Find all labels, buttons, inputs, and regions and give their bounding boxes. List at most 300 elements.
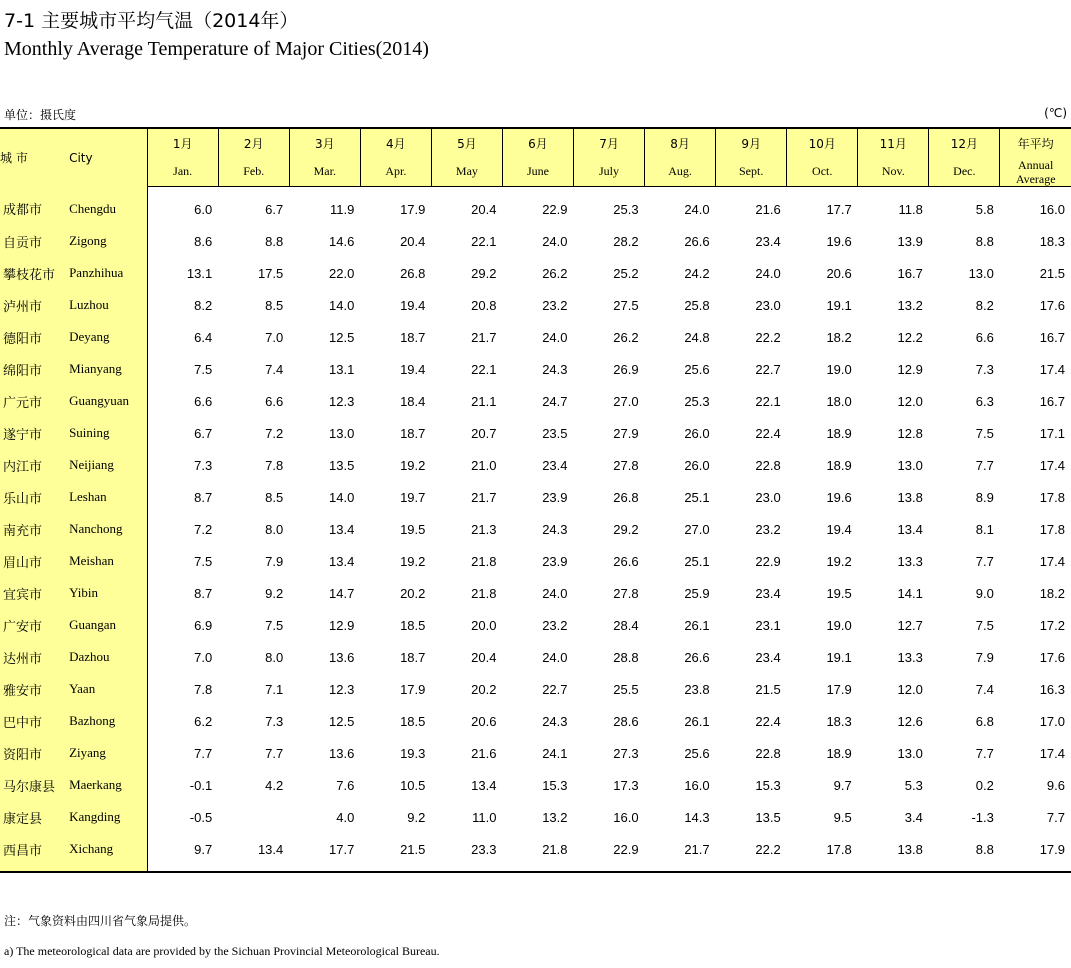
table-row xyxy=(0,187,1071,226)
city-name-en: Meishan xyxy=(69,545,147,577)
temperature-cell: 29.2 xyxy=(613,521,639,537)
temperature-cell: 26.8 xyxy=(613,489,639,505)
temperature-cell: 7.6 xyxy=(336,777,355,793)
temperature-cell: 6.7 xyxy=(194,425,213,441)
temperature-cell: 7.2 xyxy=(194,521,213,537)
temperature-cell: 27.5 xyxy=(613,297,639,313)
temperature-cell: 7.9 xyxy=(265,553,284,569)
temperature-cell: 6.3 xyxy=(975,393,994,409)
temperature-cell: 13.0 xyxy=(968,265,994,281)
temperature-cell: 22.9 xyxy=(613,841,639,857)
annual-average-cell: 17.4 xyxy=(1039,553,1065,569)
header-annual-en xyxy=(1000,157,1071,187)
temperature-cell: 22.4 xyxy=(755,713,781,729)
city-name-en: Kangding xyxy=(69,801,147,833)
table-row xyxy=(0,833,1071,872)
city-name-cn: 康定县 xyxy=(0,801,69,833)
temperature-cell: 22.9 xyxy=(755,553,781,569)
temperature-cell: 18.4 xyxy=(400,393,426,409)
temperature-cell: 28.8 xyxy=(613,649,639,665)
city-name-en: Dazhou xyxy=(69,641,147,673)
city-name-cn: 内江市 xyxy=(0,449,69,481)
temperature-cell: 24.8 xyxy=(684,329,710,345)
header-month-en: Jan. xyxy=(147,157,218,187)
temperature-cell: 9.7 xyxy=(194,841,213,857)
table-row xyxy=(0,225,1071,257)
temperature-cell: 17.9 xyxy=(400,681,426,697)
temperature-cell: 4.0 xyxy=(336,809,355,825)
city-name-en: Deyang xyxy=(69,321,147,353)
temperature-cell: 12.9 xyxy=(329,617,355,633)
temperature-cell: 25.1 xyxy=(684,553,710,569)
temperature-cell: 27.3 xyxy=(613,745,639,761)
temperature-cell: 21.5 xyxy=(755,681,781,697)
temperature-cell: 18.5 xyxy=(400,617,426,633)
city-name-en: Mianyang xyxy=(69,353,147,385)
temperature-cell: 8.9 xyxy=(975,489,994,505)
header-month-en: Oct. xyxy=(787,157,858,187)
temperature-cell: 6.0 xyxy=(194,201,213,217)
temperature-cell: 26.1 xyxy=(684,617,710,633)
temperature-cell: 28.6 xyxy=(613,713,639,729)
annual-average-cell: 7.7 xyxy=(1046,809,1065,825)
table-row xyxy=(0,321,1071,353)
temperature-cell: 25.1 xyxy=(684,489,710,505)
temperature-cell: 23.2 xyxy=(542,617,568,633)
temperature-cell: 19.2 xyxy=(400,457,426,473)
temperature-cell: 19.4 xyxy=(400,297,426,313)
temperature-cell: 24.3 xyxy=(542,361,568,377)
temperature-cell: 25.2 xyxy=(613,265,639,281)
temperature-cell: 8.8 xyxy=(975,233,994,249)
temperature-cell: 25.9 xyxy=(684,585,710,601)
temperature-cell: 12.8 xyxy=(897,425,923,441)
temperature-cell: 19.5 xyxy=(400,521,426,537)
city-name-cn: 攀枝花市 xyxy=(0,257,69,289)
temperature-cell: 22.4 xyxy=(755,425,781,441)
temperature-cell: 18.7 xyxy=(400,649,426,665)
city-name-en: Zigong xyxy=(69,225,147,257)
temperature-cell: 21.6 xyxy=(755,201,781,217)
annual-average-cell: 17.9 xyxy=(1039,841,1065,857)
city-name-en: Yibin xyxy=(69,577,147,609)
temperature-cell: 24.0 xyxy=(542,329,568,345)
temperature-cell: 9.2 xyxy=(265,585,284,601)
city-name-en: Nanchong xyxy=(69,513,147,545)
temperature-cell: 25.8 xyxy=(684,297,710,313)
header-month-en: Dec. xyxy=(929,157,1000,187)
temperature-cell: 21.7 xyxy=(471,329,497,345)
annual-average-cell: 17.8 xyxy=(1039,489,1065,505)
temperature-cell: 15.3 xyxy=(755,777,781,793)
annual-average-cell: 17.8 xyxy=(1039,521,1065,537)
temperature-cell: 27.0 xyxy=(684,521,710,537)
city-name-cn: 广元市 xyxy=(0,385,69,417)
temperature-cell: 7.7 xyxy=(265,745,284,761)
temperature-cell: 12.7 xyxy=(897,617,923,633)
temperature-cell: 13.1 xyxy=(186,265,213,281)
temperature-cell: 25.6 xyxy=(684,361,710,377)
temperature-cell: 8.0 xyxy=(265,521,284,537)
temperature-cell: 19.0 xyxy=(826,617,852,633)
temperature-cell: 7.0 xyxy=(265,329,284,345)
temperature-cell: 8.1 xyxy=(975,521,994,537)
annual-average-cell: 9.6 xyxy=(1046,777,1065,793)
temperature-cell: 26.2 xyxy=(542,265,568,281)
temperature-cell: 21.8 xyxy=(542,841,568,857)
temperature-cell: 13.0 xyxy=(897,745,923,761)
temperature-cell: 16.7 xyxy=(897,265,923,281)
temperature-cell: 13.0 xyxy=(897,457,923,473)
table-row xyxy=(0,641,1071,673)
temperature-cell: 11.0 xyxy=(472,809,497,825)
temperature-cell: -0.1 xyxy=(189,777,213,793)
temperature-cell: 8.7 xyxy=(194,585,213,601)
temperature-cell: 12.5 xyxy=(329,329,355,345)
temperature-cell: 18.2 xyxy=(826,329,852,345)
temperature-cell: 7.4 xyxy=(975,681,994,697)
city-name-cn: 马尔康县 xyxy=(0,769,69,801)
temperature-cell: 24.3 xyxy=(542,521,568,537)
temperature-cell: 6.6 xyxy=(975,329,994,345)
annual-average-cell: 17.4 xyxy=(1039,457,1065,473)
temperature-cell: 9.7 xyxy=(833,777,852,793)
city-name-cn: 巴中市 xyxy=(0,705,69,737)
temperature-cell: 21.1 xyxy=(471,393,497,409)
city-name-cn: 宜宾市 xyxy=(0,577,69,609)
city-name-cn: 德阳市 xyxy=(0,321,69,353)
temperature-cell: 23.9 xyxy=(542,489,568,505)
temperature-cell: 28.4 xyxy=(613,617,639,633)
temperature-cell: 23.5 xyxy=(542,425,568,441)
temperature-cell: 23.4 xyxy=(755,585,781,601)
header-annual-cn: 年平均 xyxy=(1000,128,1071,157)
temperature-cell: 18.9 xyxy=(826,457,852,473)
temperature-cell: 24.0 xyxy=(684,201,710,217)
temperature-cell: 22.8 xyxy=(755,457,781,473)
temperature-cell: 8.8 xyxy=(975,841,994,857)
city-name-en: Panzhihua xyxy=(69,257,147,289)
temperature-cell: 27.0 xyxy=(613,393,639,409)
temperature-cell: 18.9 xyxy=(826,745,852,761)
temperature-cell: 22.2 xyxy=(755,329,781,345)
header-month-en: Apr. xyxy=(360,157,431,187)
table-row xyxy=(0,673,1071,705)
temperature-cell: 23.1 xyxy=(755,617,781,633)
temperature-cell: 7.5 xyxy=(975,425,994,441)
temperature-cell: 20.8 xyxy=(471,297,497,313)
temperature-cell: 17.5 xyxy=(257,265,284,281)
temperature-cell: 19.6 xyxy=(826,489,852,505)
temperature-cell: 26.6 xyxy=(684,649,710,665)
header-month-cn: 6月 xyxy=(502,128,573,157)
temperature-cell: 23.2 xyxy=(542,297,568,313)
table-row xyxy=(0,577,1071,609)
temperature-cell: 25.3 xyxy=(613,201,639,217)
temperature-cell: 13.4 xyxy=(329,521,355,537)
temperature-cell: 20.2 xyxy=(400,585,426,601)
temperature-cell: 7.8 xyxy=(194,681,213,697)
temperature-cell: 3.4 xyxy=(904,809,923,825)
temperature-cell: 6.7 xyxy=(265,201,284,217)
header-month-en: Feb. xyxy=(218,157,289,187)
temperature-cell: 23.4 xyxy=(542,457,568,473)
annual-average-cell: 16.3 xyxy=(1039,681,1065,697)
temperature-cell: 16.0 xyxy=(684,777,710,793)
annual-average-cell: 17.6 xyxy=(1039,649,1065,665)
temperature-cell: 27.8 xyxy=(613,457,639,473)
temperature-cell: 10.5 xyxy=(400,777,426,793)
temperature-cell xyxy=(218,801,289,833)
temperature-cell: 23.9 xyxy=(542,553,568,569)
temperature-cell: 23.0 xyxy=(755,489,781,505)
annual-average-cell: 16.7 xyxy=(1039,393,1065,409)
temperature-cell: 25.5 xyxy=(613,681,639,697)
table-row xyxy=(0,257,1071,289)
temperature-cell: 7.3 xyxy=(265,713,284,729)
temperature-cell: 7.3 xyxy=(194,457,213,473)
header-month-cn: 8月 xyxy=(645,128,716,157)
table-row xyxy=(0,513,1071,545)
temperature-cell: 19.1 xyxy=(826,297,852,313)
temperature-cell: 7.1 xyxy=(265,681,284,697)
temperature-cell: 21.6 xyxy=(471,745,497,761)
temperature-cell: -1.3 xyxy=(971,809,994,825)
temperature-cell: 24.3 xyxy=(542,713,568,729)
temperature-cell: 22.7 xyxy=(755,361,781,377)
table-row xyxy=(0,353,1071,385)
annual-average-cell: 16.7 xyxy=(1039,329,1065,345)
temperature-cell: 6.4 xyxy=(194,329,213,345)
temperature-cell: 7.2 xyxy=(265,425,284,441)
header-annual-en-2: Average xyxy=(1015,171,1056,186)
table-row xyxy=(0,705,1071,737)
temperature-cell: 7.5 xyxy=(975,617,994,633)
header-month-cn: 4月 xyxy=(360,128,431,157)
temperature-cell: 23.4 xyxy=(755,233,781,249)
temperature-cell: 12.0 xyxy=(897,681,923,697)
city-name-en: Bazhong xyxy=(69,705,147,737)
annual-average-cell: 18.3 xyxy=(1039,233,1065,249)
temperature-cell: 22.8 xyxy=(755,745,781,761)
temperature-cell: 4.2 xyxy=(265,777,284,793)
city-name-cn: 泸州市 xyxy=(0,289,69,321)
temperature-cell: 8.2 xyxy=(975,297,994,313)
temperature-cell: 14.0 xyxy=(329,489,355,505)
annual-average-cell: 17.2 xyxy=(1039,617,1065,633)
footnote-en: a) The meteorological data are provided by the Sichuan Provincial Meteorological Bureau. xyxy=(4,944,440,958)
city-name-cn: 西昌市 xyxy=(0,833,69,872)
temperature-cell: 11.9 xyxy=(329,201,355,217)
city-name-en: Guangyuan xyxy=(69,385,147,417)
temperature-cell: 12.9 xyxy=(897,361,923,377)
temperature-cell: 7.8 xyxy=(265,457,284,473)
table-body xyxy=(0,187,1071,873)
temperature-cell: 13.4 xyxy=(257,841,284,857)
temperature-cell: 7.5 xyxy=(265,617,284,633)
temperature-cell: 18.7 xyxy=(400,329,426,345)
temperature-cell: 13.5 xyxy=(755,809,781,825)
table-row xyxy=(0,289,1071,321)
annual-average-cell: 17.0 xyxy=(1039,713,1065,729)
temperature-cell: 23.0 xyxy=(755,297,781,313)
temperature-cell: 9.0 xyxy=(975,585,994,601)
temperature-cell: 21.0 xyxy=(471,457,497,473)
annual-average-cell: 21.5 xyxy=(1039,265,1065,281)
header-month-cn: 10月 xyxy=(787,128,858,157)
temperature-cell: 14.7 xyxy=(329,585,355,601)
temperature-cell: 22.1 xyxy=(471,361,497,377)
temperature-cell: 17.9 xyxy=(400,201,426,217)
temperature-cell: 12.3 xyxy=(329,681,355,697)
temperature-cell: 13.0 xyxy=(329,425,355,441)
temperature-cell: 26.6 xyxy=(684,233,710,249)
temperature-cell: 18.0 xyxy=(826,393,852,409)
city-name-cn: 绵阳市 xyxy=(0,353,69,385)
temperature-cell: 22.2 xyxy=(755,841,781,857)
temperature-cell: 17.7 xyxy=(826,201,852,217)
temperature-cell: 8.0 xyxy=(265,649,284,665)
temperature-cell: 14.1 xyxy=(897,585,923,601)
city-name-cn: 南充市 xyxy=(0,513,69,545)
temperature-cell: 14.0 xyxy=(329,297,355,313)
header-month-en: May xyxy=(431,157,502,187)
temperature-cell: 18.9 xyxy=(826,425,852,441)
temperature-cell: 20.4 xyxy=(471,649,497,665)
temperature-cell: 14.6 xyxy=(329,233,355,249)
temperature-cell: 16.0 xyxy=(613,809,639,825)
temperature-cell: 24.0 xyxy=(542,233,568,249)
temperature-cell: 13.4 xyxy=(329,553,355,569)
temperature-cell: 23.3 xyxy=(471,841,497,857)
temperature-cell: 20.4 xyxy=(471,201,497,217)
temperature-cell: 8.2 xyxy=(194,297,213,313)
city-name-en: Chengdu xyxy=(69,187,147,226)
temperature-cell: 7.9 xyxy=(975,649,994,665)
header-month-en: June xyxy=(502,157,573,187)
temperature-cell: 20.7 xyxy=(471,425,497,441)
temperature-cell: 11.8 xyxy=(898,201,923,217)
temperature-cell: 13.8 xyxy=(897,489,923,505)
temperature-cell: 12.2 xyxy=(897,329,923,345)
temperature-cell: 19.5 xyxy=(826,585,852,601)
temperature-cell: 7.7 xyxy=(194,745,213,761)
temperature-cell: 9.2 xyxy=(407,809,426,825)
temperature-cell: 17.9 xyxy=(826,681,852,697)
city-name-en: Xichang xyxy=(69,833,147,872)
temperature-cell: 26.8 xyxy=(400,265,426,281)
annual-average-cell: 16.0 xyxy=(1039,201,1065,217)
city-name-en: Guangan xyxy=(69,609,147,641)
temperature-cell: 28.2 xyxy=(613,233,639,249)
temperature-cell: 24.7 xyxy=(542,393,568,409)
temperature-cell: 7.3 xyxy=(975,361,994,377)
city-name-cn: 遂宁市 xyxy=(0,417,69,449)
temperature-cell: 7.5 xyxy=(194,553,213,569)
temperature-cell: 0.2 xyxy=(975,777,994,793)
temperature-cell: 22.0 xyxy=(329,265,355,281)
annual-average-cell: 17.4 xyxy=(1039,745,1065,761)
temperature-cell: 6.6 xyxy=(194,393,213,409)
temperature-cell: 27.8 xyxy=(613,585,639,601)
temperature-cell: 13.9 xyxy=(897,233,923,249)
temperature-cell: 24.0 xyxy=(542,585,568,601)
temperature-cell: 12.5 xyxy=(329,713,355,729)
temperature-cell: 13.2 xyxy=(897,297,923,313)
temperature-cell: 13.8 xyxy=(897,841,923,857)
temperature-table xyxy=(0,127,1071,873)
header-month-cn: 3月 xyxy=(289,128,360,157)
temperature-cell: 15.3 xyxy=(542,777,568,793)
temperature-cell: 19.1 xyxy=(826,649,852,665)
temperature-cell: 19.4 xyxy=(400,361,426,377)
header-month-en: Sept. xyxy=(716,157,787,187)
temperature-cell: 22.1 xyxy=(755,393,781,409)
temperature-cell: 12.3 xyxy=(329,393,355,409)
header-month-cn: 12月 xyxy=(929,128,1000,157)
footnote-cn: 注：气象资料由四川省气象局提供。 xyxy=(4,914,197,928)
temperature-cell: 21.8 xyxy=(471,553,497,569)
table-row xyxy=(0,417,1071,449)
temperature-cell: 19.7 xyxy=(400,489,426,505)
temperature-cell: 22.7 xyxy=(542,681,568,697)
temperature-cell: 6.9 xyxy=(194,617,213,633)
temperature-cell: 29.2 xyxy=(471,265,497,281)
header-city-en: City xyxy=(69,128,147,187)
table-row xyxy=(0,449,1071,481)
table-row xyxy=(0,481,1071,513)
city-name-cn: 乐山市 xyxy=(0,481,69,513)
header-month-cn: 9月 xyxy=(716,128,787,157)
city-name-en: Leshan xyxy=(69,481,147,513)
annual-average-cell: 17.6 xyxy=(1039,297,1065,313)
city-name-cn: 广安市 xyxy=(0,609,69,641)
header-annual-en-1: Annual xyxy=(1018,157,1054,172)
city-name-cn: 成都市 xyxy=(0,187,69,226)
temperature-cell: 13.4 xyxy=(897,521,923,537)
header-month-cn: 11月 xyxy=(858,128,929,157)
header-month-cn: 2月 xyxy=(218,128,289,157)
temperature-cell: 19.2 xyxy=(400,553,426,569)
header-row-en xyxy=(0,157,1071,187)
temperature-cell: 22.1 xyxy=(471,233,497,249)
temperature-cell: 12.6 xyxy=(897,713,923,729)
temperature-cell: 18.3 xyxy=(826,713,852,729)
temperature-cell: 8.6 xyxy=(194,233,213,249)
temperature-cell: 13.6 xyxy=(329,745,355,761)
temperature-cell: 7.7 xyxy=(975,745,994,761)
annual-average-cell: 17.1 xyxy=(1039,425,1065,441)
temperature-cell: 12.0 xyxy=(897,393,923,409)
temperature-cell: 6.8 xyxy=(975,713,994,729)
temperature-cell: 13.5 xyxy=(329,457,355,473)
city-name-cn: 眉山市 xyxy=(0,545,69,577)
temperature-cell: 27.9 xyxy=(613,425,639,441)
temperature-cell: 13.6 xyxy=(329,649,355,665)
temperature-cell: 8.7 xyxy=(194,489,213,505)
temperature-cell: 20.0 xyxy=(471,617,497,633)
annual-average-cell: 17.4 xyxy=(1039,361,1065,377)
temperature-cell: 7.7 xyxy=(975,457,994,473)
header-month-en: Nov. xyxy=(858,157,929,187)
temperature-cell: 23.2 xyxy=(755,521,781,537)
temperature-cell: 26.6 xyxy=(613,553,639,569)
city-name-en: Ziyang xyxy=(69,737,147,769)
temperature-cell: 25.6 xyxy=(684,745,710,761)
table-row xyxy=(0,609,1071,641)
temperature-cell: 19.3 xyxy=(400,745,426,761)
temperature-cell: 22.9 xyxy=(542,201,568,217)
